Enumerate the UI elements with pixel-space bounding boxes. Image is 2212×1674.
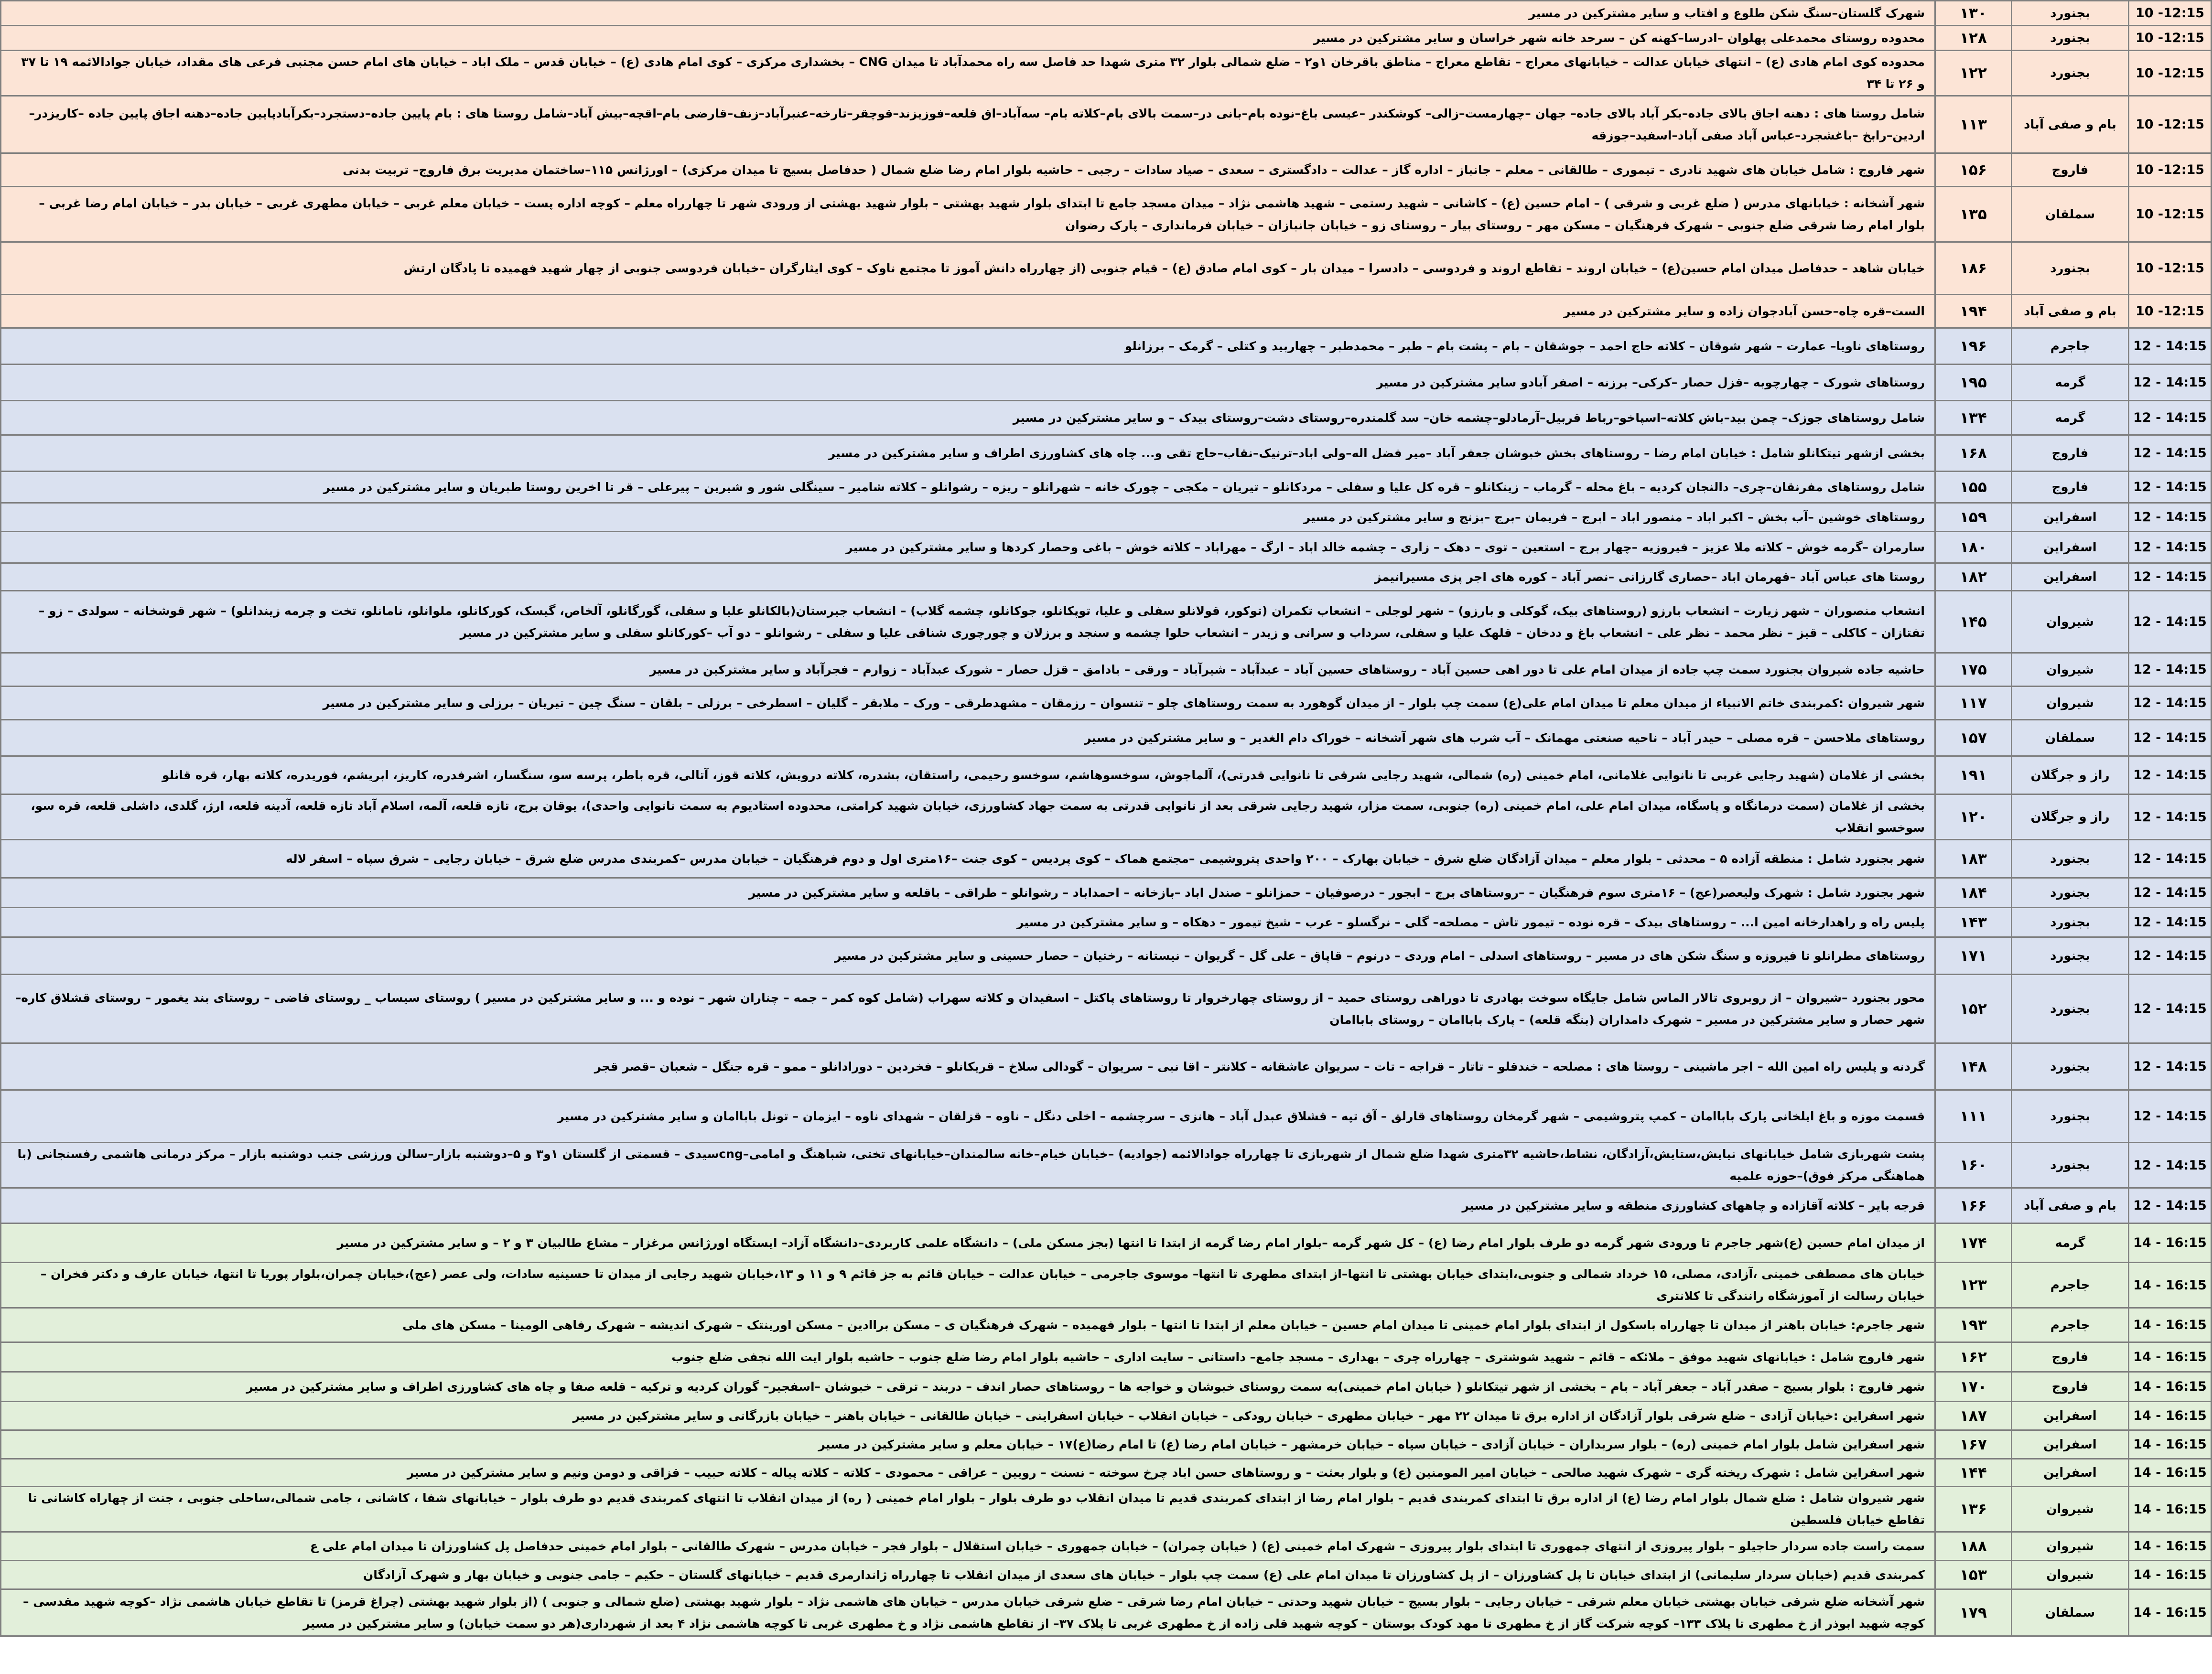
- areas-cell: بخشی از غلامان (شهید رجایی غربی تا نانوایی غلامانی، امام خمینی (ره) شمالی، شهید رجایی شرقی تا نانوایی قدرتی)، آلماجوش، سوخسوهاشم، سوخسو رحیمی، راستقان، بشدره، کلاته درویش، کلاته قوز، آتالی، قره باطر، پرسه سو، سنگسار، اشرفدره، کاریز، ابریشم، فوریدره، کلاته بهار، قره قانلو: [1, 756, 1935, 794]
- feeder-code-cell: ۱۱۷: [1935, 687, 2012, 720]
- table-row: [1, 1532, 2212, 1561]
- table-row: [1, 1308, 2212, 1342]
- region-cell: گرمه: [2012, 365, 2129, 401]
- table-row: [1, 242, 2212, 295]
- areas-cell: شهرک گلستان–سنگ شکن طلوع و افتاب و سایر مشترکین در مسیر: [1, 1, 1935, 26]
- time-cell: 12 - 14:15: [2129, 878, 2212, 908]
- feeder-code-cell: ۱۲۸: [1935, 26, 2012, 51]
- feeder-code-cell: ۱۳۵: [1935, 187, 2012, 242]
- table-row: [1, 1223, 2212, 1263]
- region-cell: شیروان: [2012, 1487, 2129, 1532]
- feeder-code-cell: ۱۸۰: [1935, 532, 2012, 563]
- areas-cell: شهر بجنورد شامل : شهرک ولیعصر(عج) – ۱۶متری سوم فرهنگیان – –روستاهای برج – ابجور – درصوفیان – حمزانلو – صندل اباد –بازخانه – احمداباد – رشوانلو – طراقی – باقلعه و سایر مشترکین در مسیر: [1, 878, 1935, 908]
- feeder-code-cell: ۱۸۷: [1935, 1402, 2012, 1430]
- time-cell: 10 -12:15: [2129, 1, 2212, 26]
- region-cell: بجنورد: [2012, 1043, 2129, 1090]
- feeder-code-cell: ۱۲۲: [1935, 51, 2012, 96]
- areas-cell: خیابان های مصطفی خمینی ،آزادی، مصلی، ۱۵ خرداد شمالی و جنوبی،ابتدای خیابان بهشتی تا انتها–از ابتدای مطهری تا انتها– موسوی جاجرمی – خیابان عدالت – خیابان قائم به جز قائم ۹ و ۱۱ و ۱۳،خیابان شهید رجایی از میدان تا حسینیه سادات، ولی عصر (عج)،خیابان چمران،بلوار پوریا تا انتها، خیابان عارف و دکتر فخران –خیابان رسالت از آموزشگاه رانندگی تا کلانتری: [1, 1263, 1935, 1308]
- time-cell: 14 - 16:15: [2129, 1308, 2212, 1342]
- areas-cell: محدوده کوی امام هادی (ع) – انتهای خیابان عدالت – خیابانهای معراج – تقاطع معراج – مناطق باقرخان ۱و۲ – ضلع شمالی بلوار ۳۲ متری شهدا حد فاصل سه راه محمدآباد تا میدان CNG – بخشداری مرکزی – کوی امام هادی (ع) – خیابان قدس – ملک اباد – خیابان های امام حسن مجتبی فرعی های مقداد، خیابان جوادالائمه ۱۹ تا ۳۷ و ۲۶ تا ۳۴: [1, 51, 1935, 96]
- time-cell: 10 -12:15: [2129, 51, 2212, 96]
- feeder-code-cell: ۱۹۵: [1935, 365, 2012, 401]
- feeder-code-cell: ۱۵۵: [1935, 472, 2012, 503]
- time-cell: 14 - 16:15: [2129, 1532, 2212, 1561]
- feeder-code-cell: ۱۹۴: [1935, 295, 2012, 328]
- time-cell: 14 - 16:15: [2129, 1263, 2212, 1308]
- areas-cell: شامل روستاهای مفرنقان–چری– دالنجان کردیه – باغ محله – گرماب – زینکانلو – قره کل علیا و سفلی – مردکانلو – تیریان – مکجی – چورک خانه – شهرانلو – ریزه – رشوانلو – کلاته شامیر – سینگلی شور و شیرین – پیرعلی – قر تا اخرین روستا طبریان و سایر مشترکین در مسیر: [1, 472, 1935, 503]
- region-cell: اسفراین: [2012, 1402, 2129, 1430]
- feeder-code-cell: ۱۵۳: [1935, 1561, 2012, 1589]
- table-row: [1, 1, 2212, 26]
- time-cell: 14 - 16:15: [2129, 1589, 2212, 1636]
- feeder-code-cell: ۱۹۳: [1935, 1308, 2012, 1342]
- feeder-code-cell: ۱۶۷: [1935, 1430, 2012, 1459]
- region-cell: بام و صفی آباد: [2012, 1188, 2129, 1223]
- region-cell: شیروان: [2012, 687, 2129, 720]
- table-row: [1, 1043, 2212, 1090]
- time-cell: 12 - 14:15: [2129, 1188, 2212, 1223]
- time-cell: 12 - 14:15: [2129, 365, 2212, 401]
- region-cell: راز و جرگلان: [2012, 756, 2129, 794]
- areas-cell: حاشیه جاده شیروان بجنورد سمت چپ جاده از میدان امام علی تا دور اهی حسین آباد – روستاهای حسین آباد – عبدآباد – شیرآباد – ورقی – بادامق – قزل حصار – شورک عبدآباد – زوارم – فجرآباد و سایر مشترکین در مسیر: [1, 653, 1935, 687]
- table-row: [1, 878, 2212, 908]
- feeder-code-cell: ۱۸۳: [1935, 840, 2012, 878]
- region-cell: شیروان: [2012, 653, 2129, 687]
- feeder-code-cell: ۱۴۵: [1935, 591, 2012, 653]
- areas-cell: روستاهای مطرانلو تا فیروزه و سنگ شکن های در مسیر – روستاهای اسدلی – امام وردی – درنوم – قاپاق – علی گل – گریوان – نیستانه – رختیان – حصار حسینی و سایر مشترکین در مسیر: [1, 937, 1935, 975]
- areas-cell: محور بجنورد –شیروان – از روبروی تالار الماس شامل جایگاه سوخت بهادری تا دوراهی روستای حمید – از روستای چهارخروار تا روستاهای پاکتل – اسفیدان و کلاته سهراب (شامل کوه کمر – جمه – چناران شهر – نوده و ... و سایر مشترکین در مسیر ) روستای سیساب _ روستای قاضی – روستای بند یغمور – روستای قشلاق کاره– شهر حصار و سایر مشترکین در مسیر – شهرک دامداران (بنگه قلعه) – پارک باباامان – روستای باباامان: [1, 975, 1935, 1043]
- feeder-code-cell: ۱۳۶: [1935, 1487, 2012, 1532]
- feeder-code-cell: ۱۵۷: [1935, 720, 2012, 756]
- region-cell: بجنورد: [2012, 242, 2129, 295]
- time-cell: 14 - 16:15: [2129, 1487, 2212, 1532]
- areas-cell: الست–قره چاه–حسن آبادجوان زاده و سایر مشترکین در مسیر: [1, 295, 1935, 328]
- areas-cell: محدوده روستای محمدعلی پهلوان –ادرسا–کهنه کن – سرحد خانه شهر خراسان و سایر مشترکین در مسیر: [1, 26, 1935, 51]
- areas-cell: شهر فاروج : بلوار بسیج – صفدر آباد – جعفر آباد – بام – بخشی از شهر تیتکانلو ( خیابان امام خمینی)به سمت روستای خبوشان و خواجه ها – روستاهای حصار اندف – دربند – ترقی – خبوشان –اسفجیر– گوران کردیه و ترکیه – قلعه صفا و چاه های کشاورزی اطراف و سایر مشترکین در مسیر: [1, 1372, 1935, 1402]
- region-cell: جاجرم: [2012, 1308, 2129, 1342]
- time-cell: 12 - 14:15: [2129, 975, 2212, 1043]
- feeder-code-cell: ۱۸۸: [1935, 1532, 2012, 1561]
- feeder-code-cell: ۱۶۰: [1935, 1143, 2012, 1188]
- areas-cell: انشعاب منصوران – شهر زیارت – انشعاب بارزو (روستاهای بیک، گوکلی و بارزو) – شهر لوجلی – انشعاب تکمران (توکور، قولانلو سفلی و علیا، توپکانلو، جوکانلو، چشمه گلاب) – انشعاب جیرستان(بالکانلو علیا و سفلی، گورگانلو، آلخاص، گیسک، کورکانلو، ملوانلو، نامانلو، تخت و چرمه زیندانلو) – شهر قوشخانه – سولدی – زو – تفتازان – کاکلی – قیز – نظر محمد – نظر علی – انشعاب باغ و ددخان – قلهک علیا و سفلی، سرداب و سرانی و زیدر – انشعاب حلوا چشمه و سنجد و برزلان و چورچوری شناقی علیا و سفلی – رشوانلو – دو آب –کورکانلو سفلی و سایر مشترکین در مسیر: [1, 591, 1935, 653]
- areas-cell: شهر جاجرم: خیابان باهنر از میدان تا چهارراه باسکول از ابتدای بلوار امام خمینی تا میدان امام حسین – خیابان معلم از ابتدا تا انتها – بلوار فهمیده – شهرک فرهنگیان ی – مسکن براادین – مسکن اورینتک – شهرک اندیشه – شهرک رفاهی الومینا – مسکن های ملی: [1, 1308, 1935, 1342]
- table-body: [1, 1, 2212, 1636]
- feeder-code-cell: ۱۷۵: [1935, 653, 2012, 687]
- time-cell: 12 - 14:15: [2129, 563, 2212, 591]
- areas-cell: شهر اسفراین شامل : شهرک ریخته گری – شهرک شهید صالحی – خیابان امیر المومنین (ع) و بلوار بعثت – و روستاهای حسن اباد چرخ سوخته – نسنت – رویین – عراقی – محمودی – کلاته – کلاته پیاله – کلاته حبیب – قزاقی و دومن ونیم و سایر مشترکین در مسیر: [1, 1459, 1935, 1487]
- table-row: [1, 472, 2212, 503]
- time-cell: 12 - 14:15: [2129, 908, 2212, 937]
- table-row: [1, 26, 2212, 51]
- time-cell: 12 - 14:15: [2129, 687, 2212, 720]
- areas-cell: قسمت موزه و باغ ایلخانی پارک باباامان – کمپ پتروشیمی – شهر گرمخان روستاهای قارلق – آق تپه – قشلاق عبدل آباد – هانزی – سرچشمه – اخلی دنگل – ناوه – قزلقان – شهدای ناوه – ایزمان – تونل باباامان و سایر مشترکین در مسیر: [1, 1090, 1935, 1143]
- feeder-code-cell: ۱۵۲: [1935, 975, 2012, 1043]
- table-row: [1, 591, 2212, 653]
- table-row: [1, 1430, 2212, 1459]
- table-row: [1, 1188, 2212, 1223]
- table-row: [1, 435, 2212, 472]
- region-cell: بجنورد: [2012, 878, 2129, 908]
- time-cell: 10 -12:15: [2129, 187, 2212, 242]
- table-row: [1, 187, 2212, 242]
- areas-cell: روستا های عباس آباد –قهرمان اباد –حصاری گارزانی –نصر آباد – کوره های اجر پزی مسیرانیمز: [1, 563, 1935, 591]
- time-cell: 12 - 14:15: [2129, 937, 2212, 975]
- table-row: [1, 1143, 2212, 1188]
- table-row: [1, 1402, 2212, 1430]
- time-cell: 10 -12:15: [2129, 295, 2212, 328]
- feeder-code-cell: ۱۴۸: [1935, 1043, 2012, 1090]
- time-cell: 10 -12:15: [2129, 242, 2212, 295]
- feeder-code-cell: ۱۷۴: [1935, 1223, 2012, 1263]
- areas-cell: شامل روستا های : دهنه اجاق بالای جاده–بکر آباد بالای جاده– جهان –چهارمست–زالی– کوشکندر –عیسی باغ–نوده بام–بانی در–سمت بالای بام–کلاته بام– سه‌آباد–اق قلعه–فوزیزند–قوچقر–تارخه–عنبرآباد–زنف–قارضی بام–اقچه–بیش آباد–شامل روستا های : بام پایین جاده–دستجرد–بکرآبادپایین جاده–دهنه اجاق پایین جاده –کاریزدر–اردین–رابخ –باغشجرد–عباس آباد صفی آباد–اسفید–جوزقه: [1, 96, 1935, 153]
- region-cell: راز و جرگلان: [2012, 794, 2129, 840]
- region-cell: گرمه: [2012, 401, 2129, 435]
- areas-cell: سمت راست جاده سردار حاجیلو – بلوار پیروزی از انتهای جمهوری تا ابتدای بلوار پیروزی – شهرک امام خمینی (ع) ( خیابان چمران) – خیابان جمهوری – خیابان استقلال – بلوار فجر – خیابان مدرس – شهرک طالقانی – بلوار امام خمینی حدفاصل پل کشاورزان تا میدان امام علی ع: [1, 1532, 1935, 1561]
- table-row: [1, 756, 2212, 794]
- region-cell: بجنورد: [2012, 975, 2129, 1043]
- region-cell: فاروج: [2012, 1372, 2129, 1402]
- areas-cell: پشت شهربازی شامل خیابانهای نیایش،ستایش،آزادگان، نشاط،حاشیه ۳۲متری شهدا ضلع شمال از شهربازی تا چهارراه جوادالائمه (جوادیه) –خیابان خیام–خانه سالمندان–خیابانهای تختی، شباهنگ و امامی–cngسیدی – قسمتی از گلستان ۱و۳ و ۵–دوشنبه بازار–سالن ورزشی جنب دوشنبه بازار – مرکز درمانی هاشمی رفسنجانی (با هماهنگی مرکز فوق)–حوزه علمیه: [1, 1143, 1935, 1188]
- region-cell: سملقان: [2012, 1589, 2129, 1636]
- region-cell: جاجرم: [2012, 1263, 2129, 1308]
- time-cell: 12 - 14:15: [2129, 328, 2212, 365]
- region-cell: بجنورد: [2012, 937, 2129, 975]
- table-row: [1, 908, 2212, 937]
- areas-cell: روستاهای شورک – چهارچوبه –قزل حصار –کرکی– برزنه – اصفر آبادو سایر مشترکین در مسیر: [1, 365, 1935, 401]
- table-row: [1, 720, 2212, 756]
- areas-cell: روستاهای ناویا– عمارت – شهر شوقان – کلاته حاج احمد – جوشقان – بام – پشت بام – طبر – محمدطبر – چهاربید و کتلی – گرمک – برزانلو: [1, 328, 1935, 365]
- table-row: [1, 295, 2212, 328]
- table-row: [1, 975, 2212, 1043]
- region-cell: بجنورد: [2012, 1090, 2129, 1143]
- areas-cell: شهر اسفراین :خیابان آزادی – ضلع شرقی بلوار آزادگان از اداره برق تا میدان ۲۲ مهر – خیابان مطهری – خیابان رودکی – خیابان انقلاب – خیابان اسفراینی – خیابان طالقانی – خیابان باهنر – خیابان بازرگانی و سایر مشترکین در مسیر: [1, 1402, 1935, 1430]
- feeder-code-cell: ۱۴۴: [1935, 1459, 2012, 1487]
- table-row: [1, 937, 2212, 975]
- areas-cell: شهر فاروج شامل : خیابانهای شهید موفق – ملائکه – قائم – شهید شوشتری – چهارراه چری – بهداری – مسجد جامع– داستانی – سایت اداری – حاشیه بلوار امام رضا ضلع جنوب – حاشیه بلوار ایت الله نجفی ضلع جنوب: [1, 1342, 1935, 1372]
- areas-cell: شهر آشخانه : خیابانهای مدرس ( ضلع غربی و شرقی ) – امام حسین (ع) – کاشانی – شهید رستمی – شهید هاشمی نژاد – میدان مسجد جامع تا ابتدای بلوار شهید بهشتی – بلوار شهید بهشتی از ورودی شهر تا چهارراه معلم – کوچه اداره پست – خیابان معلم غربی – خیابان مطهری غربی – خیابان بدر – خیابان امام رضا غربی – بلوار امام رضا شرقی ضلع جنوبی – شهرک فرهنگیان – مسکن مهر – روستای بیار – روستای زو – خیابان جانبازان – خیابان فرمانداری – پارک رضوان: [1, 187, 1935, 242]
- feeder-code-cell: ۱۶۶: [1935, 1188, 2012, 1223]
- table-row: [1, 51, 2212, 96]
- region-cell: سملقان: [2012, 187, 2129, 242]
- table-row: [1, 1372, 2212, 1402]
- feeder-code-cell: ۱۶۲: [1935, 1342, 2012, 1372]
- table-row: [1, 1487, 2212, 1532]
- time-cell: 12 - 14:15: [2129, 794, 2212, 840]
- time-cell: 14 - 16:15: [2129, 1430, 2212, 1459]
- areas-cell: شهر فاروج : شامل خیابان های شهید نادری – تیموری – طالقانی – معلم – جانباز – اداره گاز – عدالت – دادگستری – سعدی – صیاد سادات – رجبی – حاشیه بلوار امام رضا ضلع شمال ( حدفاصل بسیج تا میدان مرکزی) – اورژانس ۱۱۵–ساختمان مدیریت برق فاروج– تربیت بدنی: [1, 153, 1935, 187]
- region-cell: اسفراین: [2012, 1459, 2129, 1487]
- table-row: [1, 1342, 2212, 1372]
- time-cell: 12 - 14:15: [2129, 653, 2212, 687]
- areas-cell: سارمران –گرمه خوش – کلاته ملا عزیز – فیروزیه –چهار برج – استعین – توی – دهک – زاری – چشمه خالد اباد – ارگ – مهراباد – کلاته خوش – باغی وحصار کردها و سایر مشترکین در مسیر: [1, 532, 1935, 563]
- time-cell: 10 -12:15: [2129, 153, 2212, 187]
- time-cell: 14 - 16:15: [2129, 1223, 2212, 1263]
- feeder-code-cell: ۱۲۳: [1935, 1263, 2012, 1308]
- region-cell: فاروج: [2012, 435, 2129, 472]
- region-cell: جاجرم: [2012, 328, 2129, 365]
- region-cell: بجنورد: [2012, 1143, 2129, 1188]
- areas-cell: شهر اسفراین شامل بلوار امام خمینی (ره) – بلوار سربداران – خیابان آزادی – خیابان سپاه – خیابان خرمشهر – خیابان امام رضا (ع) تا امام رضا(ع)۱۷ – خیابان معلم و سایر مشترکین در مسیر: [1, 1430, 1935, 1459]
- areas-cell: قرجه بایر – کلاته آقازاده و چاههای کشاورزی منطقه و سایر مشترکین در مسیر: [1, 1188, 1935, 1223]
- region-cell: اسفراین: [2012, 1430, 2129, 1459]
- time-cell: 14 - 16:15: [2129, 1561, 2212, 1589]
- areas-cell: روستاهای ملاحسن – قره مصلی – حیدر آباد – ناحیه صنعتی مهمانک – آب شرب های شهر آشخانه – خوراک دام الغدیر – و سایر مشترکین در مسیر: [1, 720, 1935, 756]
- areas-cell: شهر بجنورد شامل : منطقه آزاده ۵ – محدثی – بلوار معلم – میدان آزادگان ضلع شرق – خیابان بهارک – ۲۰۰ واحدی پتروشیمی –مجتمع هماک – کوی پردیس – کوی جنت –۱۶متری اول و دوم فرهنگیان – خیابان مدرس –کمربندی مدرس ضلع شرق – خیابان رجایی – شرق سپاه – اسفر لاله: [1, 840, 1935, 878]
- region-cell: شیروان: [2012, 1532, 2129, 1561]
- time-cell: 12 - 14:15: [2129, 756, 2212, 794]
- time-cell: 12 - 14:15: [2129, 1090, 2212, 1143]
- time-cell: 14 - 16:15: [2129, 1342, 2212, 1372]
- table-row: [1, 1589, 2212, 1636]
- time-cell: 12 - 14:15: [2129, 591, 2212, 653]
- areas-cell: کمربندی قدیم (خیابان سردار سلیمانی) از ابتدای خیابان تا پل کشاورزان – از پل کشاورزان تا میدان امام علی (ع) سمت چپ بلوار – خیابان های سعدی از میدان انقلاب تا چهارراه ژاندارمری قدیم – خیابانهای گلستان – حکیم – جامی جنوبی و خیابان بهار و شهرک آزادگان: [1, 1561, 1935, 1589]
- feeder-code-cell: ۱۳۰: [1935, 1, 2012, 26]
- areas-cell: شهر شیروان شامل : ضلع شمال بلوار امام رضا (ع) از اداره برق تا ابتدای کمربندی قدیم – بلوار امام رضا از ابتدای کمربندی قدیم تا میدان انقلاب دو طرف بلوار – بلوار امام خمینی ( ره) از میدان انقلاب تا انتهای کمربندی قدیم دو طرف بلوار – خیابانهای شفا ، کاشانی ، جامی شمالی،ساحلی جنوبی ، جنت از چهاراه کاشانی تا تقاطع خیابان فلسطین: [1, 1487, 1935, 1532]
- region-cell: اسفراین: [2012, 503, 2129, 532]
- table-row: [1, 840, 2212, 878]
- feeder-code-cell: ۱۵۹: [1935, 503, 2012, 532]
- table-row: [1, 1090, 2212, 1143]
- time-cell: 12 - 14:15: [2129, 532, 2212, 563]
- table-row: [1, 365, 2212, 401]
- feeder-code-cell: ۱۷۱: [1935, 937, 2012, 975]
- region-cell: بام و صفی آباد: [2012, 96, 2129, 153]
- time-cell: 12 - 14:15: [2129, 1043, 2212, 1090]
- feeder-code-cell: ۱۱۳: [1935, 96, 2012, 153]
- time-cell: 12 - 14:15: [2129, 401, 2212, 435]
- feeder-code-cell: ۱۴۳: [1935, 908, 2012, 937]
- table-row: [1, 687, 2212, 720]
- region-cell: اسفراین: [2012, 532, 2129, 563]
- feeder-code-cell: ۱۶۸: [1935, 435, 2012, 472]
- region-cell: سملقان: [2012, 720, 2129, 756]
- feeder-code-cell: ۱۹۶: [1935, 328, 2012, 365]
- feeder-code-cell: ۱۸۲: [1935, 563, 2012, 591]
- table-row: [1, 532, 2212, 563]
- table-row: [1, 96, 2212, 153]
- region-cell: فاروج: [2012, 1342, 2129, 1372]
- time-cell: 12 - 14:15: [2129, 472, 2212, 503]
- time-cell: 14 - 16:15: [2129, 1459, 2212, 1487]
- table-row: [1, 1263, 2212, 1308]
- region-cell: بجنورد: [2012, 908, 2129, 937]
- time-cell: 12 - 14:15: [2129, 840, 2212, 878]
- table-row: [1, 794, 2212, 840]
- table-row: [1, 563, 2212, 591]
- table-row: [1, 153, 2212, 187]
- region-cell: بجنورد: [2012, 51, 2129, 96]
- region-cell: بجنورد: [2012, 26, 2129, 51]
- feeder-code-cell: ۱۹۱: [1935, 756, 2012, 794]
- region-cell: بجنورد: [2012, 840, 2129, 878]
- areas-cell: از میدان امام حسین (ع)شهر جاجرم تا ورودی شهر گرمه دو طرف بلوار امام رضا (ع) – کل شهر گرمه –بلوار امام رضا گرمه از ابتدا تا انتها (بجز مسکن ملی) – دانشگاه علمی کاربردی–دانشگاه آزاد– ایستگاه اورژانس مرغزار – مشاع طالبیان ۳ و ۲ – و سایر مشترکین در مسیر: [1, 1223, 1935, 1263]
- areas-cell: خیابان شاهد – حدفاصل میدان امام حسین(ع) – خیابان اروند – تقاطع اروند و فردوسی – دادسرا – میدان بار – کوی امام صادق (ع) – قیام جنوبی (از چهارراه دانش آموز تا مجتمع ناوک – کوی ایثارگران –خیابان فردوسی جنوبی از چهار شهید فهمیده تا پادگان ارتش: [1, 242, 1935, 295]
- feeder-code-cell: ۱۷۹: [1935, 1589, 2012, 1636]
- region-cell: شیروان: [2012, 1561, 2129, 1589]
- areas-cell: گردنه و پلیس راه امین الله – اجر ماشینی – روستا های : مصلحه – خندقلو – تاتار – قراجه – تات – سریوان عاشقانه – کلانتر – اقا نبی – سریوان – گودالی سلاخ – قریکانلو – فخردین – دورادانلو – ممو – قره جنگل – شعبان –قصر قجر: [1, 1043, 1935, 1090]
- region-cell: بجنورد: [2012, 1, 2129, 26]
- time-cell: 12 - 14:15: [2129, 720, 2212, 756]
- table-row: [1, 653, 2212, 687]
- table-row: [1, 401, 2212, 435]
- time-cell: 10 -12:15: [2129, 96, 2212, 153]
- region-cell: اسفراین: [2012, 563, 2129, 591]
- feeder-code-cell: ۱۲۰: [1935, 794, 2012, 840]
- time-cell: 14 - 16:15: [2129, 1402, 2212, 1430]
- time-cell: 14 - 16:15: [2129, 1372, 2212, 1402]
- areas-cell: شامل روستاهای جوزک– چمن بید–باش کلاته–اسپاخو–رباط قربیل–آرمادلو–چشمه خان– سد گلمندره–روستای دشت–روستای بیدک – و سایر مشترکین در مسیر: [1, 401, 1935, 435]
- feeder-code-cell: ۱۵۶: [1935, 153, 2012, 187]
- areas-cell: شهر آشخانه ضلع شرقی خیابان بهشتی خیابان معلم شرقی – خیابان رجایی – بلوار بسیج – خیابان شهید وحدتی – خیابان امام رضا شرقی – ضلع شرقی خیابان مدرس – خیابان های هاشمی نژاد – بلوار شهید بهشتی (ضلع شمالی و جنوبی ) (از بلوار شهید بهشتی (چراغ قرمز) تا تقاطع خیابان هاشمی نژاد –کوچه شهید مقدسی –کوچه شهید ابوذر از خ مطهری تا پلاک ۱۳۳– کوچه شرکت گاز از خ مطهری تا مهد کودک بوستان – کوچه شهید قلی زاده از خ مطهری غربی تا پلاک ۳۷– از تقاطع هاشمی نژاد و خ مطهری غربی تا کوچه هاشمی نژاد ۴ بعد از شهرداری(هر دو سمت خیابان) و سایر مشترکین در مسیر: [1, 1589, 1935, 1636]
- time-cell: 12 - 14:15: [2129, 1143, 2212, 1188]
- feeder-code-cell: ۱۳۴: [1935, 401, 2012, 435]
- time-cell: 12 - 14:15: [2129, 503, 2212, 532]
- table-row: [1, 503, 2212, 532]
- table-row: [1, 1561, 2212, 1589]
- table-row: [1, 328, 2212, 365]
- areas-cell: بخشی ازشهر تیتکانلو شامل : خیابان امام رضا – روستاهای بخش خبوشان جعفر آباد –میر فضل اله–ولی اباد–ترنیک–نقاب–حاج تقی و... چاه های کشاورزی اطراف و سایر مشترکین در مسیر: [1, 435, 1935, 472]
- feeder-code-cell: ۱۷۰: [1935, 1372, 2012, 1402]
- region-cell: بام و صفی آباد: [2012, 295, 2129, 328]
- table-row: [1, 1459, 2212, 1487]
- feeder-code-cell: ۱۸۴: [1935, 878, 2012, 908]
- areas-cell: پلیس راه و راهدارخانه امین ا... – روستاهای بیدک – قره نوده – تیمور تاش – مصلحه– گلی – نرگسلو – عرب – شیخ تیمور – دهکاه – و سایر مشترکین در مسیر: [1, 908, 1935, 937]
- region-cell: فاروج: [2012, 472, 2129, 503]
- feeder-code-cell: ۱۸۶: [1935, 242, 2012, 295]
- region-cell: گرمه: [2012, 1223, 2129, 1263]
- region-cell: فاروج: [2012, 153, 2129, 187]
- region-cell: شیروان: [2012, 591, 2129, 653]
- areas-cell: شهر شیروان :کمربندی خاتم الانبیاء از میدان معلم تا میدان امام علی(ع) سمت چپ بلوار – از میدان گوهورد به سمت روستاهای چلو – تنسوان – رزمقان – مشهدطرقی – ورک – ملابقر – گلیان – اسطرخی – برزلی – بلقان – سنگ چین – تیریان – برزلی و سایر مشترکین در مسیر: [1, 687, 1935, 720]
- areas-cell: بخشی از غلامان (سمت درمانگاه و پاسگاه، میدان امام علی، امام خمینی (ره) جنوبی، سمت مزار، شهید رجایی شرقی بعد از نانوایی قدرتی به سمت جهاد کشاورزی، خیابان شهید کرامتی، محدوده استادیوم به سمت نانوایی واحدی)، یوقان برج، تازه قلعه، آلمه، اسلام آباد تازه قلعه، آدینه قلعه، ارژ، گلدی، داشلی قلعه، قره سو، سوخسو انقلاب: [1, 794, 1935, 840]
- time-cell: 10 -12:15: [2129, 26, 2212, 51]
- areas-cell: روستاهای خوشین –آب بخش – اکبر اباد – منصور اباد – ابرج – فریمان –برج –بزنج و سایر مشترکین در مسیر: [1, 503, 1935, 532]
- feeder-code-cell: ۱۱۱: [1935, 1090, 2012, 1143]
- time-cell: 12 - 14:15: [2129, 435, 2212, 472]
